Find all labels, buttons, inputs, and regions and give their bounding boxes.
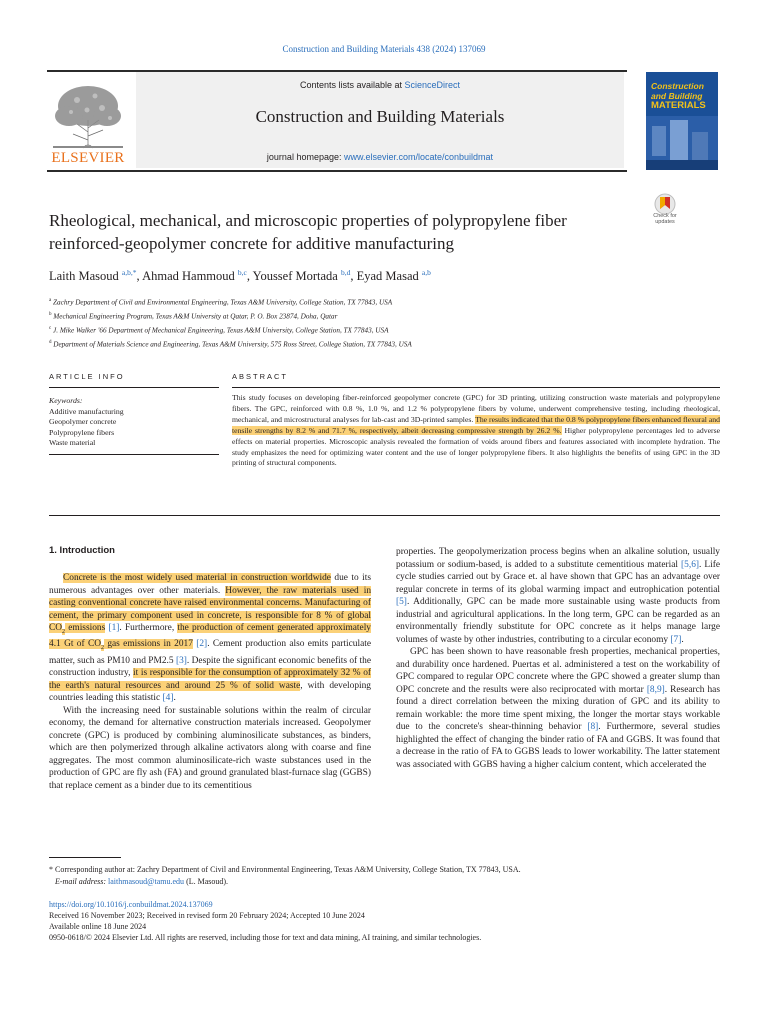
copyright-line: 0950-0618/© 2024 Elsevier Ltd. All rights are reserved, including those for text and data mining, AI training, and similar technologies. — [49, 933, 482, 942]
citation-link[interactable]: [7] — [670, 634, 682, 645]
body-column-left — [49, 572, 371, 792]
affiliation-text: J. Mike Walker '66 Department of Mechanical Engineering, Texas A&M University, College Station, TX 77843, USA — [53, 326, 389, 335]
cover-illustration — [646, 116, 718, 170]
affiliation-marker: d — [49, 339, 52, 345]
author-affiliation-marker[interactable]: b,d — [340, 268, 351, 277]
keyword: Additive manufacturing — [49, 406, 124, 416]
citation-link[interactable]: [4] — [162, 693, 174, 704]
text: . Cement production also emits particulate matter, such as PM10 and PM2.5 — [49, 639, 372, 666]
affiliations — [49, 295, 689, 351]
keyword: Polypropylene fibers — [49, 427, 115, 437]
email-line — [49, 876, 729, 888]
email-link[interactable]: laithmasoud@tamu.edu — [108, 877, 185, 886]
highlighted-text: However, the raw materials used in casting conventional concrete have raised environmental concerns. Manufacturing of cement, the primary component used in concrete, is responsible for 8 % of global CO — [49, 585, 372, 633]
author-affiliation-marker[interactable]: a,b,* — [121, 268, 137, 277]
abstract-text-part: Higher polypropylene percentages led to adverse effects on material properties. Microscopic analysis revealed the formation of voids around fibers and features associated with incomplete hydration. The study emphasizes the need for optimizing water content and the use of longer polypropylene fibers. It also highlights the benefits of using GPC in the 3D printing of structural components. — [232, 425, 720, 468]
author-name[interactable]: Ahmad Hammoud — [142, 269, 235, 284]
article-info-heading: ARTICLE INFO — [49, 372, 125, 381]
elsevier-wordmark: ELSEVIER — [51, 150, 125, 166]
text: . — [173, 693, 176, 704]
affiliation — [49, 337, 689, 351]
author-list: Laith Masoud $^{a,b,*}$, Ahmad Hammoud $^{b,c}$, Youssef Mortada $^{b,d}$, Eyad Masad $^{a,b}$ — [49, 268, 431, 284]
body-column-right — [396, 546, 720, 771]
crossmark-label[interactable]: Check for updates — [653, 213, 677, 225]
author-name[interactable]: Youssef Mortada — [252, 269, 338, 284]
abstract-highlight: The results indicated that the 0.8 % polypropylene fibers enhanced flexural and tensile strengths by 8.2 % and 71.7 %, respectively, albeit decreasing compressive strength by 26.2 %. — [232, 414, 720, 435]
subscript: 2 — [62, 628, 66, 635]
cover-line-3: MATERIALS — [651, 100, 706, 111]
text: . Life cycle studies carried out by Grace et. al have shown that GPC has an advantage over regular concrete in terms of its global warming impact and eutrophication potential — [396, 559, 720, 595]
citation-link[interactable]: [3] — [175, 655, 187, 666]
affiliation — [49, 295, 689, 309]
article-info-rule — [49, 387, 219, 388]
doi-link[interactable]: https://doi.org/10.1016/j.conbuildmat.2024.137069 — [49, 900, 213, 909]
author-affiliation-marker[interactable]: b,c — [237, 268, 247, 277]
introduction-heading: 1. Introduction — [49, 545, 115, 556]
highlighted-text: the production of cement generated approximately 4.1 Gt of CO — [49, 623, 371, 650]
keyword: Waste material — [49, 438, 96, 447]
affiliation — [49, 323, 689, 337]
text: . Research has found a direct correlation between the mixing duration of GPC and its ability to remain workable: the more time spent mixing, the longer the mortar stays workable due to the concrete's shear-thinning behavior — [396, 684, 720, 732]
paragraph — [49, 572, 371, 705]
crossmark-icon[interactable] — [648, 192, 682, 232]
author-name[interactable]: Laith Masoud — [49, 269, 119, 284]
citation-link[interactable]: [5] — [396, 597, 407, 607]
text: . Despite the significant economic benefits of the construction industry, — [49, 655, 372, 679]
subscript: 2 — [100, 645, 104, 652]
abstract-rule — [232, 387, 720, 388]
contents-prefix: Contents lists available at — [299, 80, 405, 90]
homepage-line — [136, 152, 624, 162]
journal-homepage-link[interactable]: www.elsevier.com/locate/conbuildmat — [343, 152, 494, 162]
affiliation-marker: b — [49, 311, 52, 317]
article-title: Rheological, mechanical, and microscopic properties of polypropylene fiber reinforced-geopolymer concrete for additive manufacturing — [49, 211, 567, 253]
highlighted-text: Concrete is the most widely used material in construction worldwide — [63, 573, 331, 583]
affiliation-text: Mechanical Engineering Program, Texas A&M University at Qatar, P. O. Box 23874, Doha, Qatar — [53, 312, 338, 321]
affiliation — [49, 309, 689, 323]
cover-title — [651, 82, 715, 111]
sciencedirect-link[interactable]: ScienceDirect — [404, 80, 461, 90]
cover-line-1: Construction — [651, 81, 704, 91]
publication-info — [49, 899, 729, 943]
abstract-heading: ABSTRACT — [232, 372, 289, 381]
received-dates: Received 16 November 2023; Received in revised form 20 February 2024; Accepted 10 June 2024 — [49, 911, 365, 920]
email-label: E-mail address: — [55, 877, 107, 886]
journal-cover[interactable] — [646, 72, 718, 170]
journal-reference[interactable]: Construction and Building Materials 438 (2024) 137069 — [282, 44, 486, 54]
keywords-block — [49, 396, 219, 449]
citation-link[interactable]: [8,9] — [646, 684, 665, 695]
homepage-prefix: journal homepage: — [266, 152, 344, 162]
keyword: Geopolymer concrete — [49, 417, 117, 426]
affiliation-text: Department of Materials Science and Engineering, Texas A&M University, 575 Ross Street, College Station, TX 77843, USA — [53, 340, 412, 349]
cover-line-2: and Building — [651, 90, 703, 101]
citation-link[interactable]: [1] — [108, 623, 120, 633]
highlighted-text: emissions — [65, 623, 106, 633]
abstract-bottom-rule — [49, 515, 720, 516]
author-affiliation-marker[interactable]: a,b — [421, 268, 431, 277]
author-name[interactable]: Eyad Masad — [356, 269, 419, 284]
contents-line — [136, 80, 624, 90]
text: GPC has been shown to have reasonable fresh properties, mechanical properties, and durability once hardened. Puertas et al. administered a test on the workability of GPC compared to regular OPC concrete where the GPC showed a greater slump than OPC concrete and the results were also reciprocated with mortar — [396, 647, 720, 695]
affiliation-text: Zachry Department of Civil and Environmental Engineering, Texas A&M University, College Station, TX 77843, USA — [53, 298, 393, 307]
text: , with developing countries leading this statistic — [49, 680, 371, 704]
citation-link[interactable]: [2] — [196, 639, 208, 650]
footnotes — [49, 864, 729, 888]
journal-title: Construction and Building Materials — [255, 107, 505, 126]
text: properties. The geopolymerization process begins when an alkaline solution, usually potassium or sodium-based, is added to a substitute cementitious material — [396, 547, 720, 570]
abstract-text — [232, 393, 720, 469]
header-bottom-rule — [47, 170, 627, 172]
affiliation-marker: c — [49, 325, 52, 331]
text: . Additionally, GPC can be made more sustainable using waste products from industrial and agricultural applications. In the long term, GPC can be regarded as an environmentally friendly substitute for OPC concrete as it helps manage large volumes of waste by other industries, contributing to a circular economy — [396, 597, 720, 645]
abstract-text-part: This study focuses on developing fiber-reinforced geopolymer concrete (GPC) for 3D printing, utilizing construction waste materials and polypropylene fibers. The GPC, reinforced with 0.8 %, 1.0 %, and 1.2 % polypropylene fibers by volume, underwent comprehensive testing, including rheological, mechanical, and microstructural analyses for lab-cast and 3D-printed samples. — [232, 393, 720, 424]
highlighted-text: gas emissions in 2017 — [103, 639, 193, 650]
text: due to its numerous advantages over other materials. — [49, 573, 372, 596]
paragraph — [396, 546, 720, 646]
footnote-rule — [49, 857, 121, 858]
available-online: Available online 18 June 2024 — [49, 922, 147, 931]
affiliation-marker: a — [49, 298, 52, 303]
highlighted-text: it is responsible for the consumption of approximately 32 % of the earth's natural resources and around 25 % of solid waste — [49, 668, 372, 691]
keywords-rule — [49, 454, 219, 455]
citation-link[interactable]: [8] — [587, 722, 599, 732]
email-suffix: (L. Masoud). — [184, 877, 229, 886]
text: . Furthermore, several studies highlighted the effect of changing the binder ratio of FA and GGBS. It was found that a decrease in the ratio of FA to GGBS leads to lower workability. The latter statement was associated with GGBS having a higher calcium content, which accelerated the — [396, 722, 720, 770]
text: . — [681, 634, 684, 645]
corresponding-author-note: * Corresponding author at: Zachry Department of Civil and Environmental Engineering, Texas A&M University, College Station, TX 77843, USA. — [49, 865, 521, 874]
text: . Furthermore, — [119, 623, 178, 633]
citation-link[interactable]: [5,6] — [681, 559, 700, 570]
paragraph: With the increasing need for sustainable solutions within the realm of circular economy, the demand for alternative construction materials increased. Geopolymer concrete (GPC) is produced by combining aluminosilicate substances, as binders, which are then polymerized through alkaline activators along with coarse and fine aggregates. The most common aluminosilicate-rich waste substances used in the production of GPC are fly ash (FA) and ground granulated blast-furnace slag (GGBS) that replace cement as a binder due to its cementitious — [49, 705, 371, 791]
paragraph — [396, 646, 720, 771]
keywords-label: Keywords: — [49, 396, 83, 405]
